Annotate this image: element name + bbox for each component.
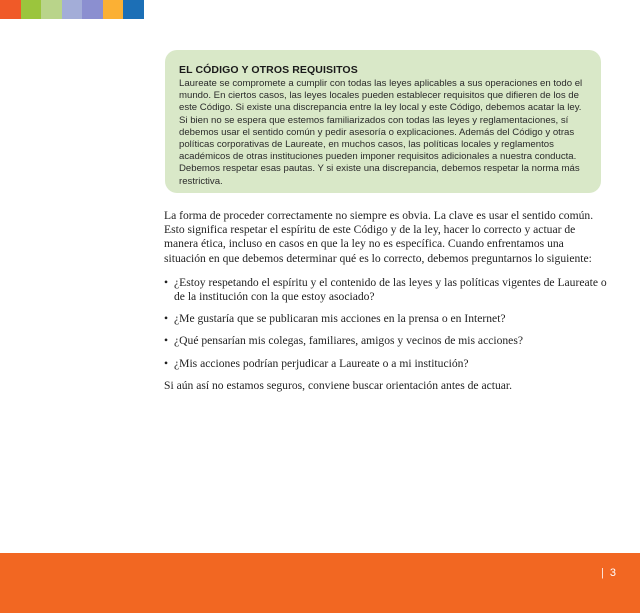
list-item [164,312,608,326]
callout-box [165,50,601,193]
intro-paragraph: La forma de proceder correctamente no siempre es obvia. La clave es usar el sentido común. Esto significa respetar el espíritu de este Código y de la ley, hacer lo correcto y actuar de manera ética, incluso en casos en que la ley no es específica. Cuando enfrentamos una situación en que debemos determinar qué es lo correcto, debemos preguntarnos lo siguiente: [164,209,594,265]
color-bar [0,0,144,19]
color-swatch [62,0,83,19]
color-swatch [123,0,144,19]
list-item [164,334,608,348]
closing-paragraph: Si aún así no estamos seguros, conviene buscar orientación antes de actuar. [164,378,513,392]
question-text: ¿Me gustaría que se publicaran mis acciones en la prensa o en Internet? [174,312,506,326]
bullet: • [164,275,169,289]
page-number [601,567,616,579]
callout-body: Laureate se compromete a cumplir con todas las leyes aplicables a sus operaciones en todo el mundo. En ciertos casos, las leyes locales pueden establecer requisitos que difieren de los de este Código. Si existe una discrepancia entre la ley local y este Código, debemos acatar la ley. Si bien no se espera que estemos familiarizados con todas las leyes y reglamentaciones, sí debemos usar el sentido común y pedir asesoría o explicaciones. Además del Código y otras políticas corporativas de Laureate, en muchos casos, las políticas locales y reglamentos académicos de otras instituciones pueden imponer requisitos adicionales a nuestra conducta. Debemos respetar esas pautas. Y si existe una discrepancia, debemos respetar la norma más restrictiva. [179,78,583,187]
callout-title: EL CÓDIGO Y OTROS REQUISITOS [179,64,358,76]
bullet: • [164,312,169,326]
color-swatch [103,0,124,19]
bullet: • [164,334,169,348]
list-item [164,357,608,371]
color-swatch [41,0,62,19]
page-number-value: 3 [609,567,616,579]
color-swatch [82,0,103,19]
list-item [164,276,608,304]
question-list [164,276,608,371]
footer-bar [0,553,640,613]
main-content [164,209,608,403]
bullet: • [164,356,169,370]
color-swatch [0,0,21,19]
page-separator: | [601,567,604,579]
question-text: ¿Mis acciones podrían perjudicar a Laureate o a mi institución? [174,356,469,370]
question-text: ¿Estoy respetando el espíritu y el contenido de las leyes y las políticas vigentes de Laureate o de la institución con la que estoy asociado? [174,275,607,304]
color-swatch [21,0,42,19]
question-text: ¿Qué pensarían mis colegas, familiares, amigos y vecinos de mis acciones? [174,334,523,348]
